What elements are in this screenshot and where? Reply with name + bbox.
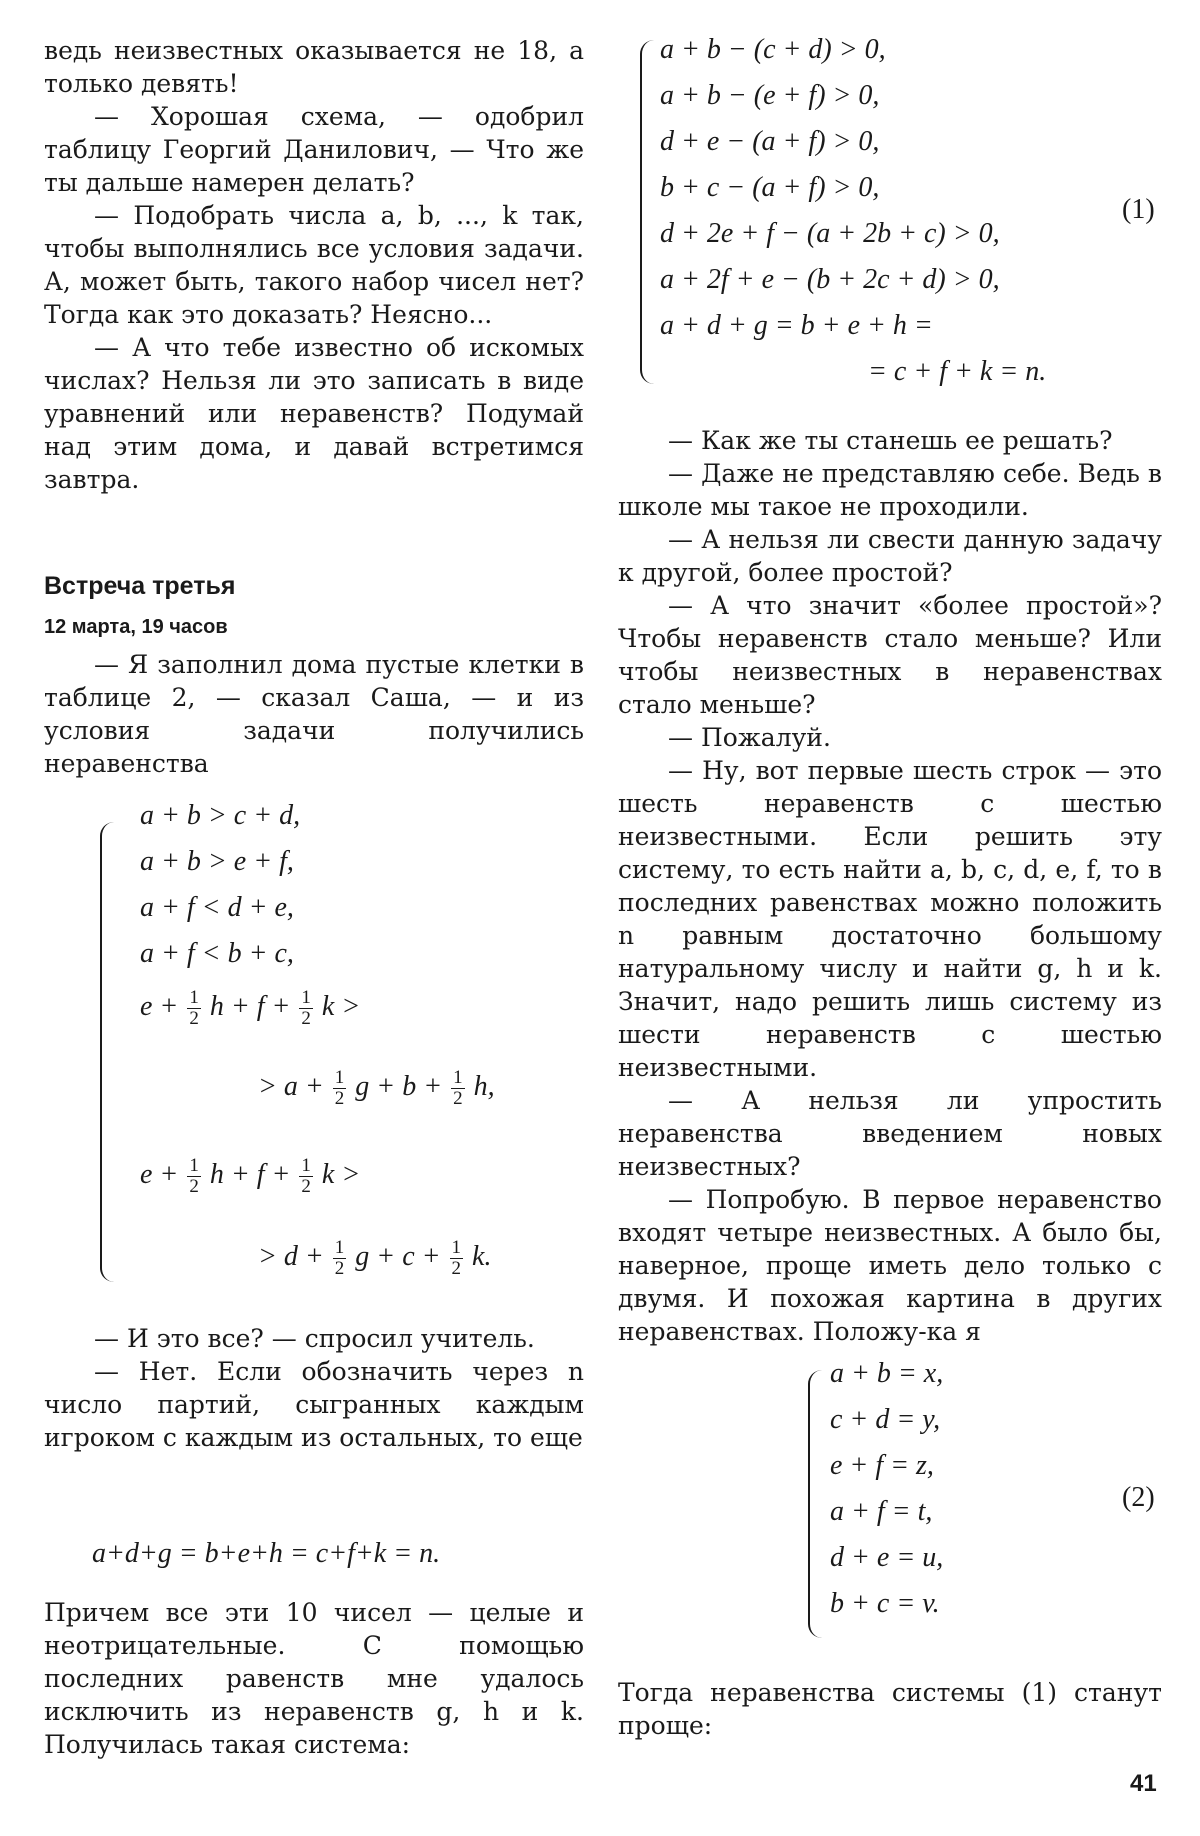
system-2-line: e + f = z, — [830, 1450, 934, 1481]
paragraph: — А нельзя ли свести данную задачу к другой, более простой? — [618, 525, 1162, 587]
paragraph: — А нельзя ли упростить неравенства введением новых неизвестных? — [618, 1086, 1162, 1181]
inequality-5-left: e + $\frac{1}{2}$ h + f + $\frac{1}{2}$ k > — [140, 987, 361, 1029]
paragraph: — А что тебе известно об искомых числах? Нельзя ли это записать в виде уравнений или неравенств? Подумай над этим дома, и давай встретимся завтра. — [44, 333, 584, 494]
fraction: $\frac{1}{2}$ — [334, 1067, 345, 1109]
fraction: $\frac{1}{2}$ — [453, 1067, 463, 1109]
paragraph: — Нет. Если обозначить через n число партий, сыгранных каждым игроком с каждым из остальных, то еще — [44, 1357, 584, 1452]
equation-label-1: (1) — [1122, 194, 1155, 225]
inequality-3: a + f < d + e, — [140, 892, 294, 923]
inequality-4: a + f < b + c, — [140, 938, 294, 969]
left-column-bottom — [44, 1596, 584, 1761]
paragraph: — Попробую. В первое неравенство входят четыре неизвестных. А было бы, наверное, проще иметь дело только с двумя. И похожая картина в других неравенствах. Положу-ка я — [618, 1185, 1162, 1346]
system-1-line: a + d + g = b + e + h = — [660, 310, 933, 341]
system-1-line: a + 2f + e − (b + 2c + d) > 0, — [660, 264, 1000, 295]
system-1-line: d + e − (a + f) > 0, — [660, 126, 880, 157]
fraction: $\frac{1}{2}$ — [301, 1155, 311, 1197]
fraction: $\frac{1}{2}$ — [189, 987, 199, 1029]
equation-label-2: (2) — [1122, 1482, 1155, 1513]
system-1-line: = c + f + k = n. — [868, 356, 1047, 387]
fraction: $\frac{1}{2}$ — [334, 1237, 345, 1279]
section-date: 12 марта, 19 часов — [44, 616, 228, 638]
system-2-line: a + f = t, — [830, 1496, 933, 1527]
system-1-line: d + 2e + f − (a + 2b + c) > 0, — [660, 218, 1000, 249]
paragraph: — Как же ты станешь ее решать? — [668, 426, 1113, 455]
paragraph: — А что значит «более простой»? Чтобы неравенств стало меньше? Или чтобы неизвестных в неравенствах стало меньше? — [618, 591, 1162, 719]
inequality-2: a + b > e + f, — [140, 846, 294, 877]
paragraph: — Даже не представляю себе. Ведь в школе мы такое не проходили. — [618, 459, 1162, 521]
system-1-brace — [640, 40, 656, 384]
system-1-line: a + b − (e + f) > 0, — [660, 80, 880, 111]
paragraph: — Я заполнил дома пустые клетки в таблице 2, — сказал Саша, — и из условия задачи получились неравенства — [44, 650, 584, 778]
system-1-line: b + c − (a + f) > 0, — [660, 172, 880, 203]
system-brace — [100, 822, 116, 1282]
inequality-6-right: > d + $\frac{1}{2}$ g + c + $\frac{1}{2}$ k. — [258, 1237, 492, 1279]
right-column-bottom — [618, 1676, 1162, 1742]
system-2-line: a + b = x, — [830, 1358, 944, 1389]
paragraph: ведь неизвестных оказывается не 18, а только девять! — [44, 36, 584, 98]
system-2-line: c + d = y, — [830, 1404, 941, 1435]
paragraph: — Пожалуй. — [668, 723, 831, 752]
fraction: $\frac{1}{2}$ — [189, 1155, 199, 1197]
page-number: 41 — [1130, 1770, 1157, 1797]
left-column — [44, 34, 584, 496]
left-column-dialog — [44, 648, 584, 780]
equality-n: a+d+g = b+e+h = c+f+k = n. — [92, 1538, 441, 1569]
inequality-1: a + b > c + d, — [140, 800, 301, 831]
paragraph: — Подобрать числа a, b, ..., k так, чтобы выполнялись все условия задачи. А, может быть, такого набор чисел нет? Тогда как это доказать? Неясно... — [44, 201, 584, 329]
system-1-line: a + b − (c + d) > 0, — [660, 34, 886, 65]
fraction: $\frac{1}{2}$ — [301, 987, 311, 1029]
paragraph: Причем все эти 10 чисел — целые и неотрицательные. С помощью последних равенств мне удалось исключить из неравенств g, h и k. Получилась такая система: — [44, 1598, 584, 1759]
paragraph: Тогда неравенства системы (1) станут проще: — [618, 1678, 1162, 1740]
inequality-6-left: e + $\frac{1}{2}$ h + f + $\frac{1}{2}$ k > — [140, 1155, 361, 1197]
system-2-line: b + c = v. — [830, 1588, 940, 1619]
section-title: Встреча третья — [44, 572, 236, 600]
inequality-5-right: > a + $\frac{1}{2}$ g + b + $\frac{1}{2}$ h, — [258, 1067, 495, 1109]
paragraph: — Хорошая схема, — одобрил таблицу Георгий Данилович, — Что же ты дальше намерен делать? — [44, 102, 584, 197]
system-2-line: d + e = u, — [830, 1542, 944, 1573]
right-column-dialog — [618, 424, 1162, 1348]
paragraph: — И это все? — спросил учитель. — [94, 1324, 535, 1353]
paragraph: — Ну, вот первые шесть строк — это шесть неравенств с шестью неизвестными. Если решить эту систему, то есть найти a, b, c, d, e, f, то в последних равенствах можно положить n равным достаточно большому натуральному числу и найти g, h и k. Значит, надо решить лишь систему из шести неравенств с шестью неизвестными. — [618, 756, 1162, 1082]
left-column-mid — [44, 1322, 584, 1454]
fraction: $\frac{1}{2}$ — [451, 1237, 462, 1279]
system-2-brace — [808, 1370, 824, 1638]
